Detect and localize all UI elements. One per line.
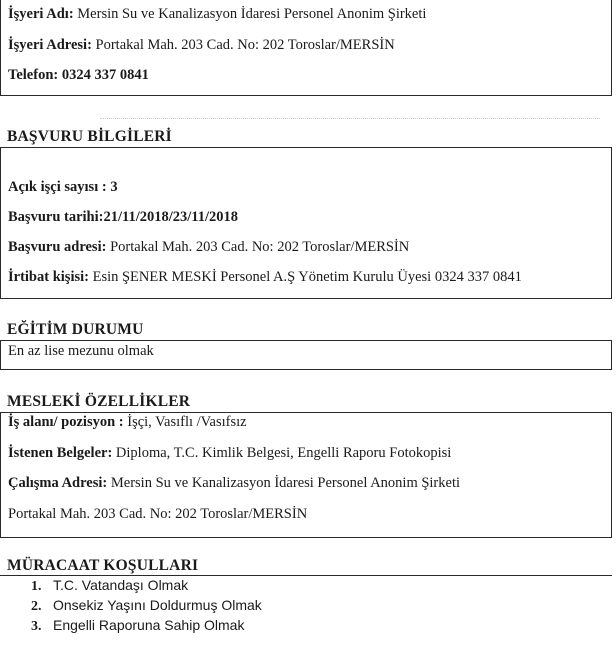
- qualifications-work-address-line2: Portakal Mah. 203 Cad. No: 202 Toroslar/MERSİN: [8, 506, 308, 522]
- date-label: Başvuru tarihi:: [8, 209, 104, 225]
- application-address: [8, 239, 409, 256]
- contact-value: Esin ŞENER MESKİ Personel A.Ş Yönetim Kurulu Üyesi 0324 337 0841: [88, 269, 522, 285]
- education-value: En az lise mezunu olmak: [8, 343, 154, 359]
- condition-number: 1.: [31, 579, 42, 594]
- employer-phone: [8, 67, 149, 84]
- employer-name: [8, 6, 426, 23]
- dotted-divider: [100, 118, 600, 119]
- employer-phone-label: Telefon:: [8, 67, 59, 83]
- condition-text: Onsekiz Yaşını Doldurmuş Olmak: [53, 597, 262, 613]
- work-address-label: Çalışma Adresi:: [8, 475, 108, 491]
- employer-name-label: İşyeri Adı:: [8, 6, 74, 22]
- field-label: İş alanı/ pozisyon :: [8, 414, 124, 430]
- openings-label: Açık işçi sayısı :: [8, 179, 107, 195]
- openings-value: 3: [106, 179, 118, 195]
- contact-label: İrtibat kişisi:: [8, 269, 89, 285]
- employer-address-value: Portakal Mah. 203 Cad. No: 202 Toroslar/MERSİN: [91, 37, 395, 53]
- date-value: 21/11/2018/23/11/2018: [103, 209, 239, 225]
- qualifications-heading: MESLEKİ ÖZELLİKLER: [7, 393, 191, 410]
- condition-item: [31, 577, 188, 595]
- work-address-value: Mersin Su ve Kanalizasyon İdaresi Personel Anonim Şirketi: [107, 475, 461, 491]
- employer-address: [8, 37, 395, 54]
- condition-text: T.C. Vatandaşı Olmak: [53, 577, 189, 593]
- application-address-label: Başvuru adresi:: [8, 239, 107, 255]
- employer-name-value: Mersin Su ve Kanalizasyon İdaresi Personel Anonim Şirketi: [73, 6, 427, 22]
- qualifications-docs: [8, 445, 451, 462]
- application-address-value: Portakal Mah. 203 Cad. No: 202 Toroslar/MERSİN: [106, 239, 410, 255]
- employer-phone-value: 0324 337 0841: [58, 67, 149, 83]
- conditions-heading: MÜRACAAT KOŞULLARI: [7, 557, 199, 574]
- docs-value: Diploma, T.C. Kimlik Belgesi, Engelli Raporu Fotokopisi: [112, 445, 452, 461]
- condition-item: [31, 617, 244, 635]
- application-openings: [8, 179, 118, 196]
- application-date: [8, 209, 238, 226]
- condition-number: 3.: [31, 619, 42, 634]
- employer-address-label: İşyeri Adresi:: [8, 37, 92, 53]
- condition-text: Engelli Raporuna Sahip Olmak: [53, 617, 245, 633]
- condition-number: 2.: [31, 599, 42, 614]
- conditions-rule: [0, 575, 612, 576]
- docs-label: İstenen Belgeler:: [8, 445, 113, 461]
- education-heading: EĞİTİM DURUMU: [7, 321, 144, 338]
- application-heading: BAŞVURU BİLGİLERİ: [7, 128, 172, 145]
- application-contact: [8, 269, 522, 286]
- field-value: İşçi, Vasıflı /Vasıfsız: [123, 414, 247, 430]
- qualifications-work-address: [8, 475, 460, 492]
- qualifications-field: [8, 414, 247, 431]
- condition-item: [31, 597, 262, 615]
